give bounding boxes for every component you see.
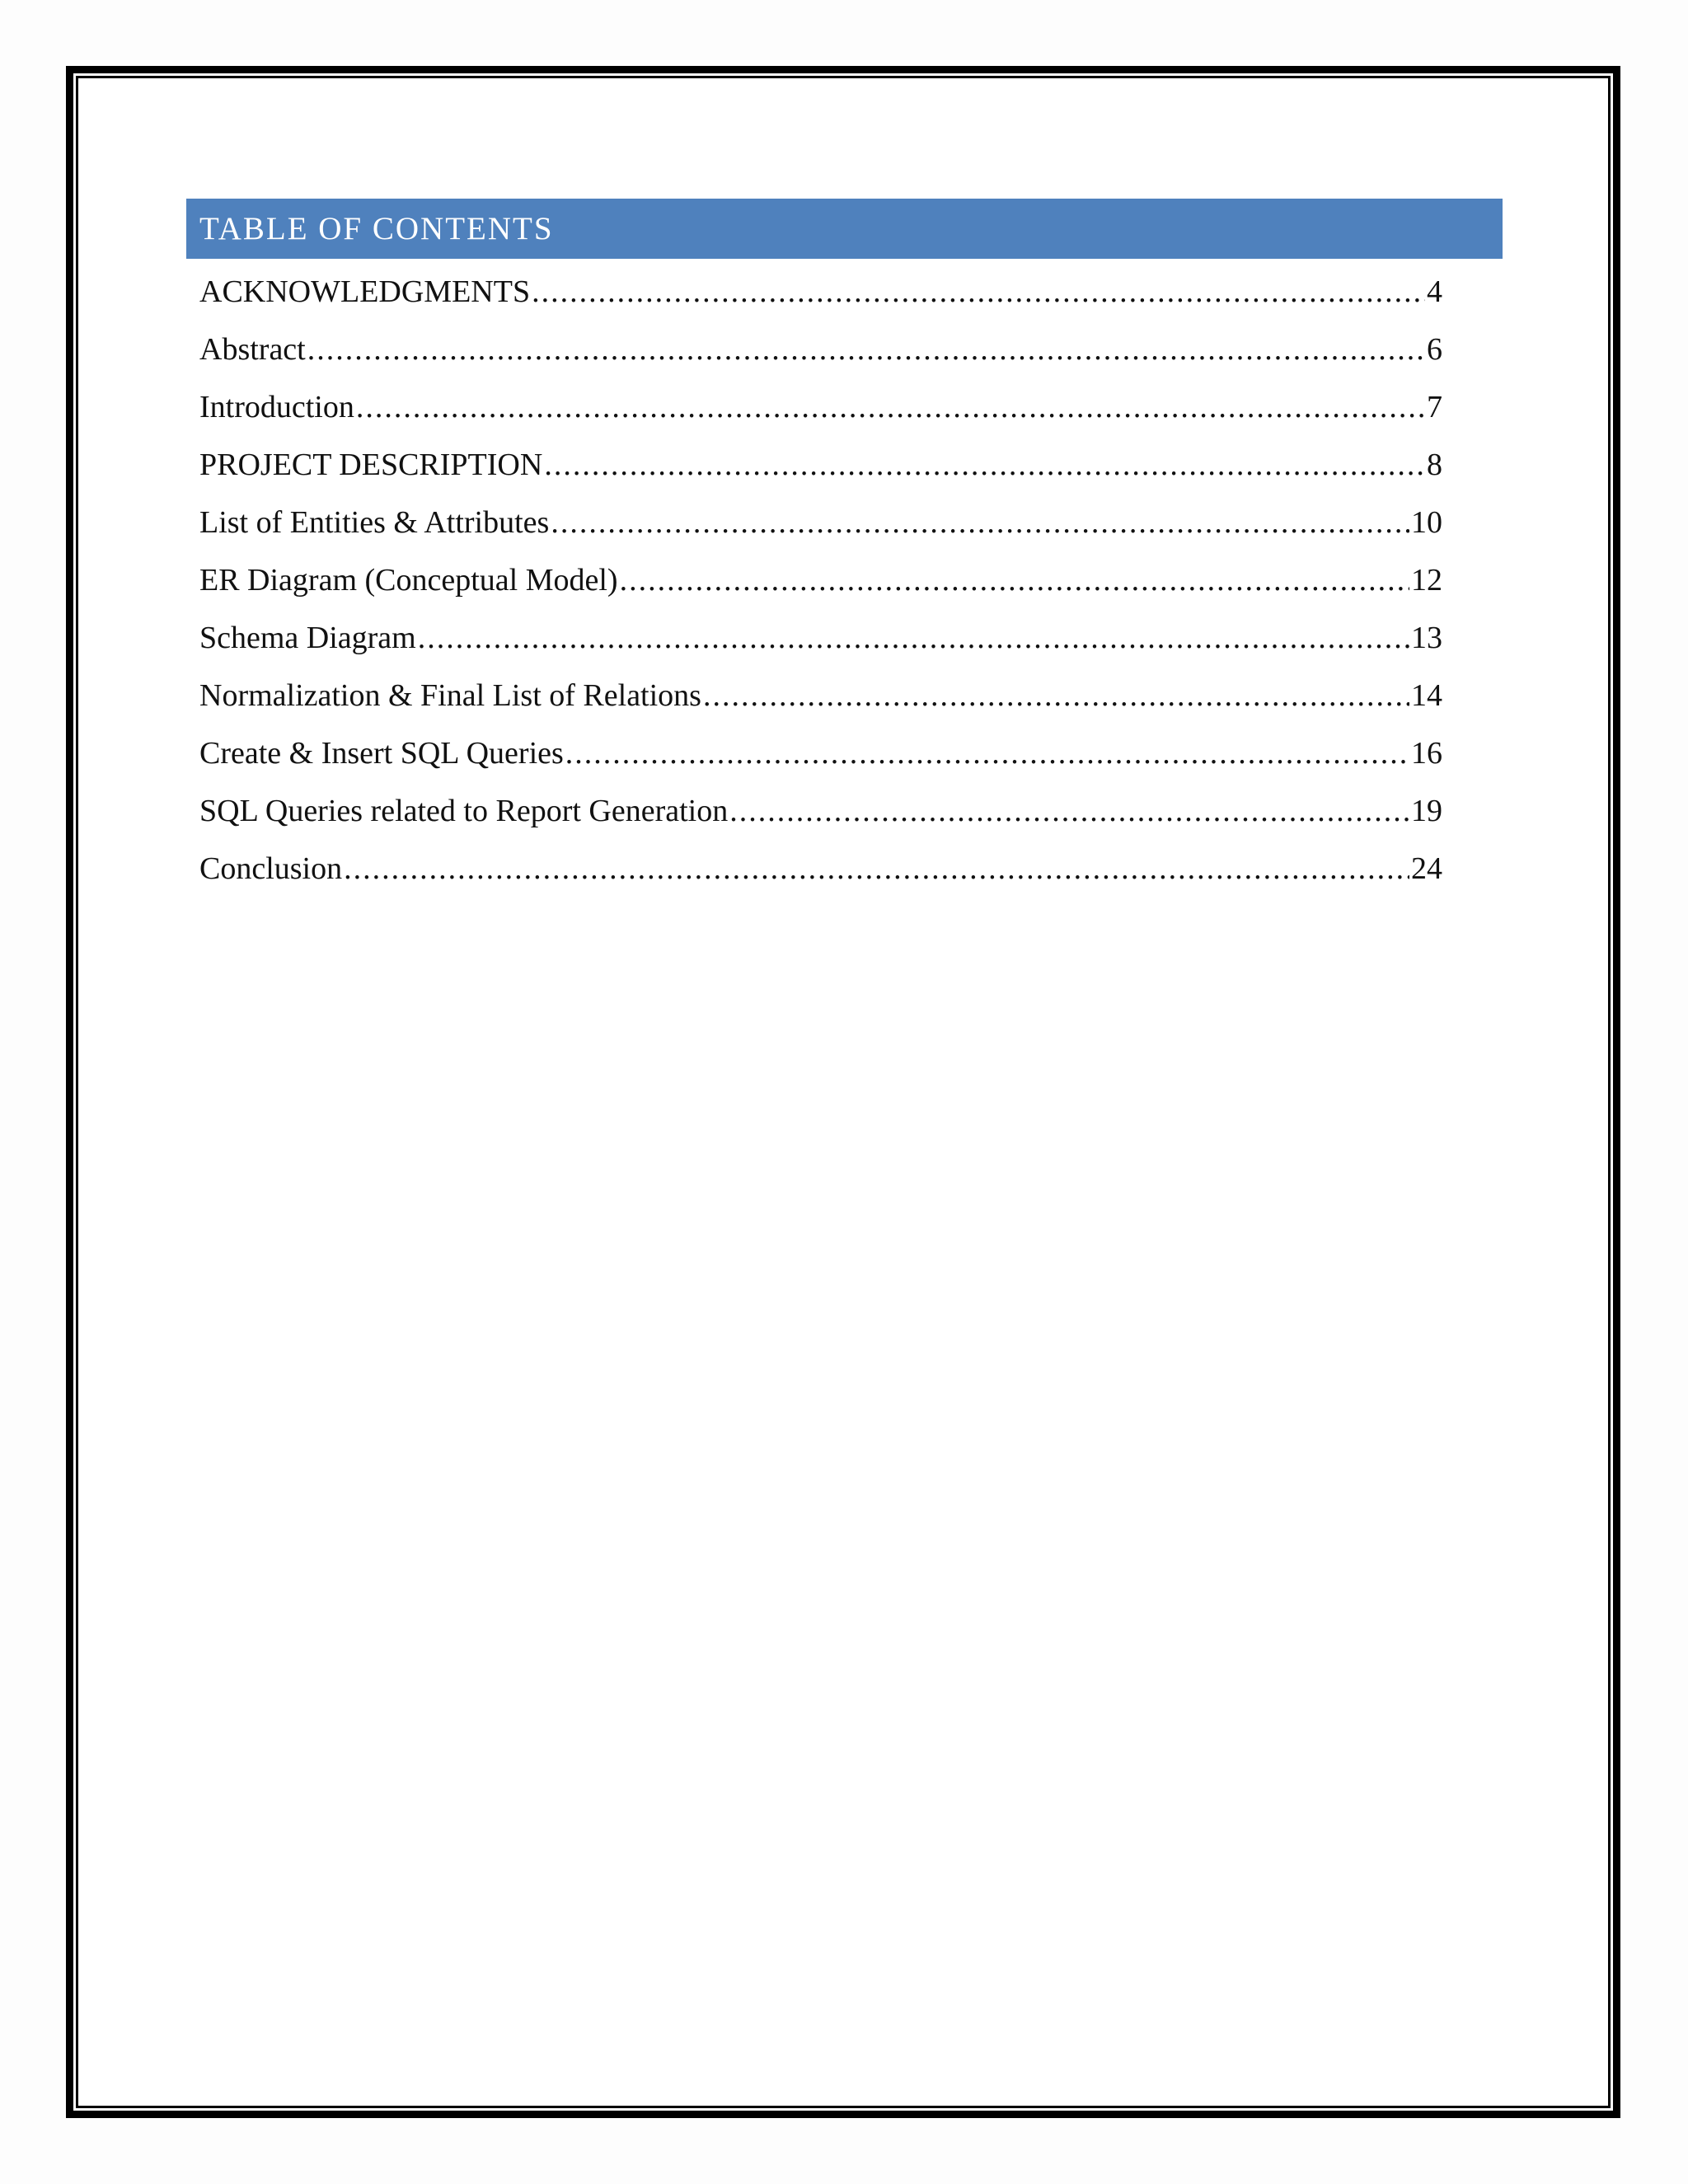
toc-entry-page: 24 [1411, 851, 1442, 886]
toc-entry-page: 7 [1427, 390, 1442, 424]
toc-list [199, 267, 1442, 902]
toc-entry-page: 13 [1411, 621, 1442, 655]
toc-entry-abstract[interactable] [199, 325, 1442, 382]
toc-entry-page: 6 [1427, 332, 1442, 367]
toc-dot-leader [703, 671, 1409, 720]
toc-entry-page: 8 [1427, 448, 1442, 482]
toc-dot-leader [307, 325, 1425, 374]
toc-entry-title: Normalization & Final List of Relations [199, 678, 701, 713]
toc-entry-page: 14 [1411, 678, 1442, 713]
toc-entry-page: 19 [1411, 794, 1442, 828]
toc-dot-leader [544, 440, 1425, 490]
toc-entry-project-description[interactable] [199, 440, 1442, 498]
toc-entry-page: 16 [1411, 736, 1442, 771]
toc-dot-leader [418, 613, 1409, 663]
toc-entry-er-diagram[interactable] [199, 555, 1442, 613]
toc-dot-leader [551, 498, 1409, 547]
toc-entry-title: ACKNOWLEDGMENTS [199, 274, 531, 309]
toc-entry-title: Schema Diagram [199, 621, 416, 655]
toc-entry-title: Abstract [199, 332, 306, 367]
toc-dot-leader [532, 267, 1425, 316]
toc-entry-sql-report-generation[interactable] [199, 786, 1442, 844]
toc-entry-title: List of Entities & Attributes [199, 505, 550, 540]
toc-entry-create-insert-sql[interactable] [199, 729, 1442, 786]
toc-entry-page: 10 [1411, 505, 1442, 540]
toc-heading: TABLE OF CONTENTS [199, 211, 554, 246]
toc-entry-introduction[interactable] [199, 382, 1442, 440]
toc-entry-acknowledgments[interactable] [199, 267, 1442, 325]
toc-entry-title: Create & Insert SQL Queries [199, 736, 564, 771]
toc-entry-normalization[interactable] [199, 671, 1442, 729]
toc-entry-conclusion[interactable] [199, 844, 1442, 902]
toc-entry-title: Conclusion [199, 851, 343, 886]
toc-dot-leader [620, 555, 1409, 605]
toc-dot-leader [729, 786, 1409, 836]
toc-entry-title: PROJECT DESCRIPTION [199, 448, 543, 482]
toc-dot-leader [356, 382, 1425, 432]
toc-entry-schema-diagram[interactable] [199, 613, 1442, 671]
toc-entry-title: ER Diagram (Conceptual Model) [199, 563, 618, 598]
toc-entry-page: 4 [1427, 274, 1442, 309]
toc-dot-leader [344, 844, 1409, 893]
toc-heading-bar [186, 199, 1503, 259]
toc-entry-entities-attributes[interactable] [199, 498, 1442, 555]
toc-dot-leader [565, 729, 1409, 778]
toc-entry-page: 12 [1411, 563, 1442, 598]
toc-entry-title: Introduction [199, 390, 354, 424]
toc-entry-title: SQL Queries related to Report Generation [199, 794, 729, 828]
